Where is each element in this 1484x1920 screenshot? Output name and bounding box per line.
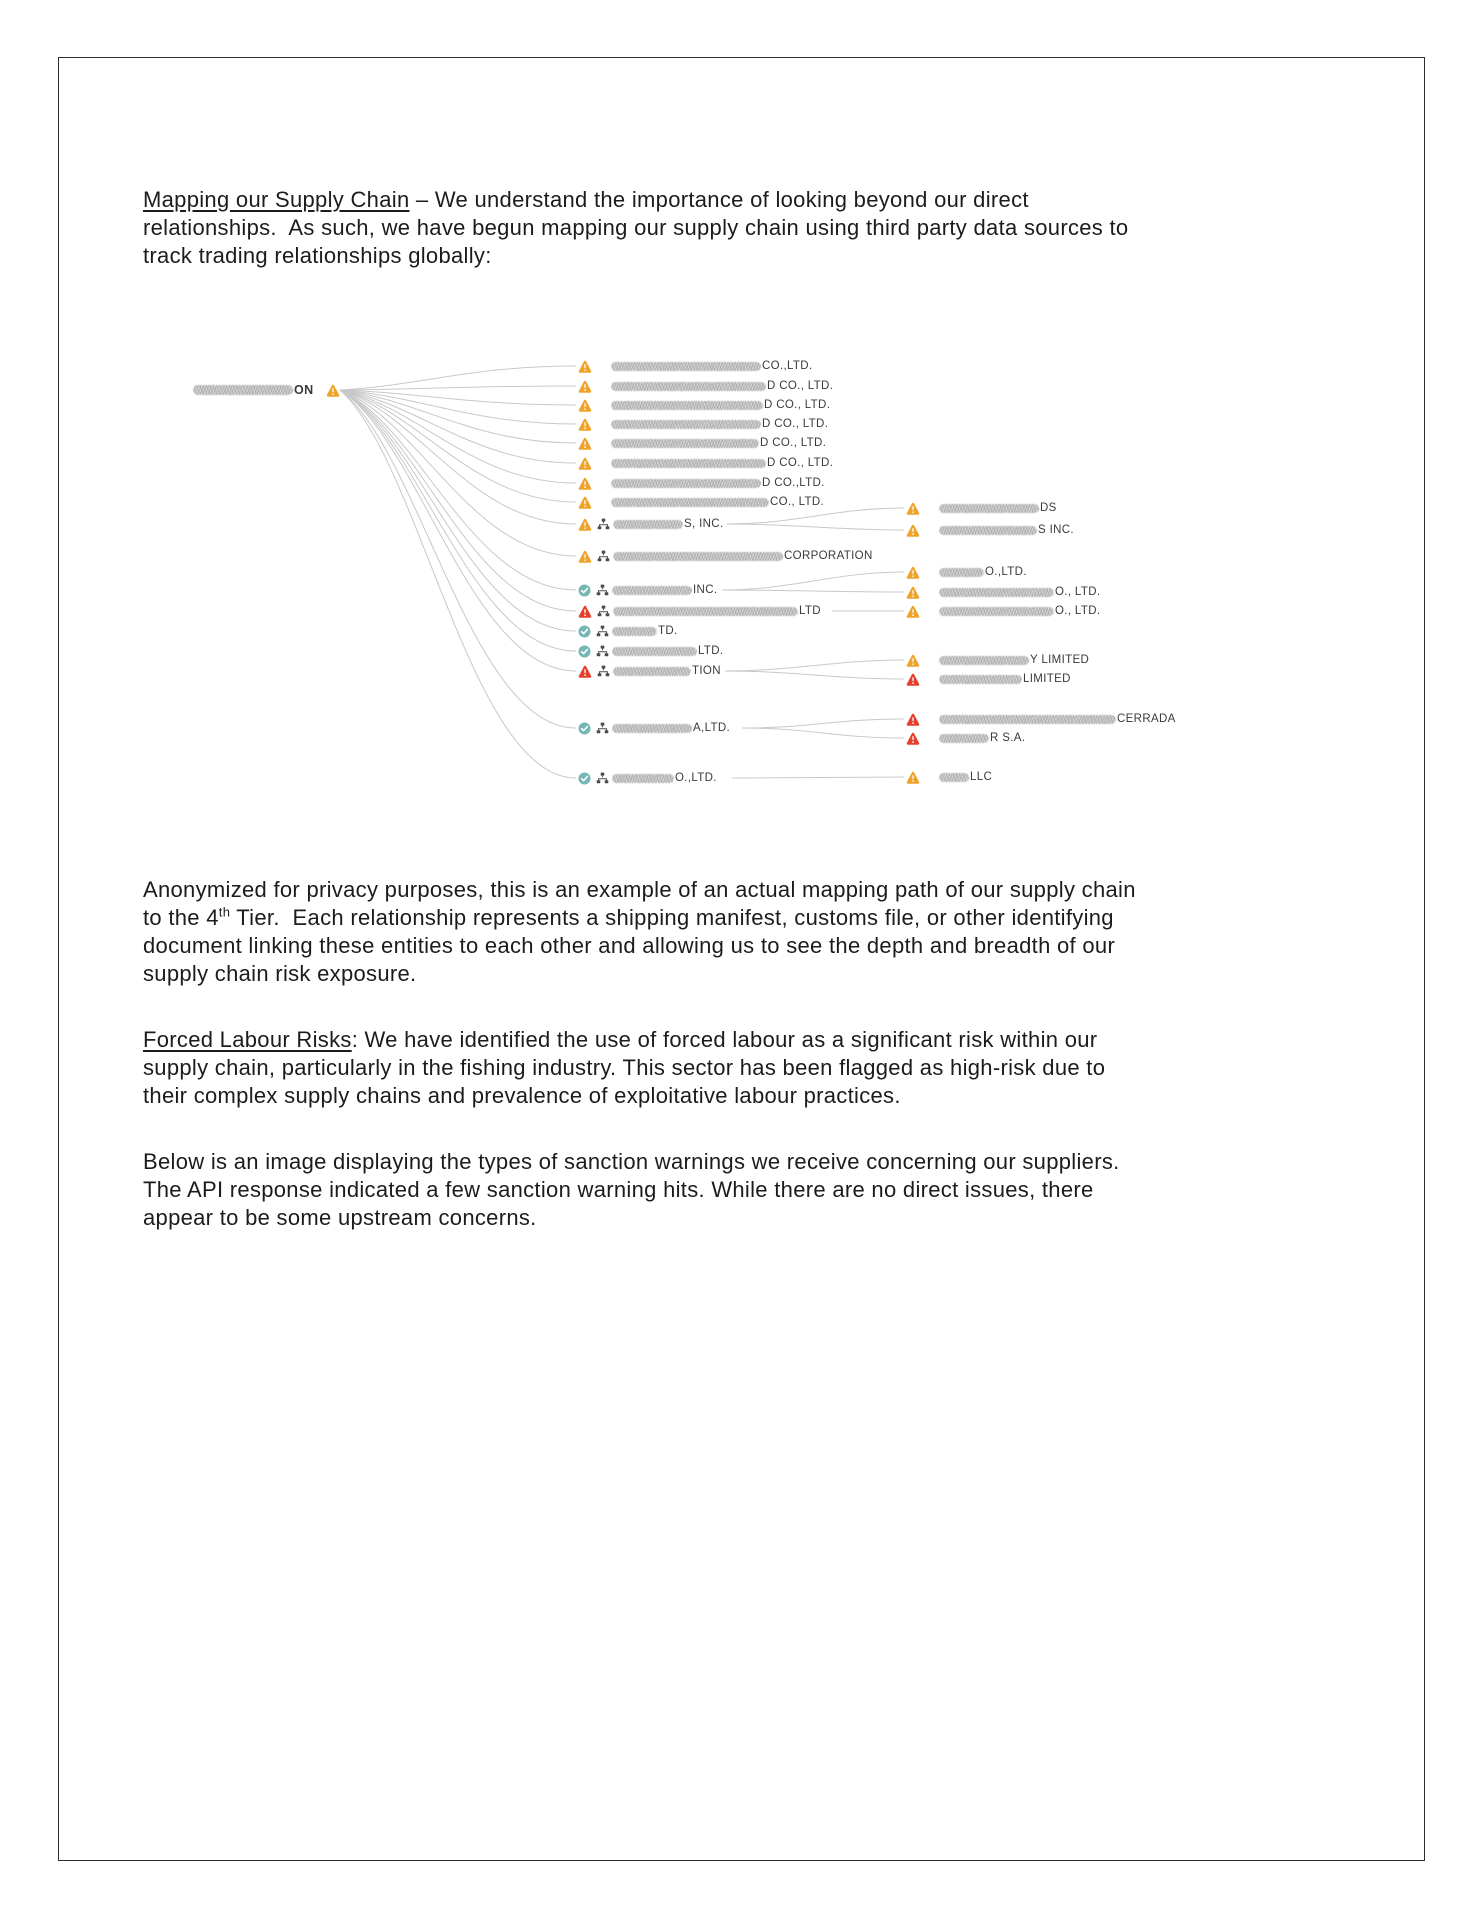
text-line: [143, 214, 1373, 242]
body-text: supply chain risk exposure.: [143, 961, 417, 986]
text-line: [143, 1054, 1373, 1082]
company-suffix: O., LTD.: [1055, 586, 1101, 598]
underlined-lead-text: Mapping our Supply Chain: [143, 187, 410, 212]
body-text: to the 4: [143, 905, 219, 930]
company-suffix: CERRADA: [1117, 713, 1176, 725]
company-suffix: S, INC.: [684, 518, 724, 530]
text-line: [143, 1082, 1373, 1110]
body-text: Below is an image displaying the types of sanction warnings we receive concerning our suppliers.: [143, 1149, 1120, 1174]
body-text: track trading relationships globally:: [143, 243, 492, 268]
company-suffix: INC.: [693, 584, 718, 596]
company-suffix: D CO., LTD.: [764, 399, 831, 411]
anonymized-paragraph: [143, 876, 1373, 988]
company-suffix: TION: [692, 665, 721, 677]
company-suffix: DS: [1040, 502, 1057, 514]
text-line: [143, 960, 1373, 988]
text-line: [143, 904, 1373, 932]
company-suffix: CO.,LTD.: [762, 360, 813, 372]
body-text: th: [218, 904, 231, 920]
text-line: [143, 1204, 1373, 1232]
company-suffix: D CO., LTD.: [767, 457, 834, 469]
company-suffix: D CO.,LTD.: [762, 477, 825, 489]
company-suffix: D CO., LTD.: [760, 437, 827, 449]
company-suffix: S INC.: [1038, 524, 1074, 536]
company-suffix: LTD.: [698, 645, 724, 657]
text-line: [143, 876, 1373, 904]
body-text: Tier. Each relationship represents a shipping manifest, customs file, or other identifying: [230, 905, 1114, 930]
body-text: supply chain, particularly in the fishing industry. This sector has been flagged as high-risk due to: [143, 1055, 1106, 1080]
text-line: [143, 186, 1373, 214]
forced-labour-paragraph: [143, 1026, 1373, 1110]
company-suffix: D CO., LTD.: [762, 418, 829, 430]
company-suffix: O., LTD.: [1055, 605, 1101, 617]
company-suffix: D CO., LTD.: [767, 380, 834, 392]
body-text: : We have identified the use of forced labour as a significant risk within our: [351, 1027, 1098, 1052]
body-text: relationships. As such, we have begun mapping our supply chain using third party data sources to: [143, 215, 1129, 240]
company-suffix: ON: [294, 383, 314, 397]
company-suffix: R S.A.: [990, 732, 1026, 744]
text-line: [143, 1026, 1373, 1054]
text-line: [143, 932, 1373, 960]
underlined-lead-text: Forced Labour Risks: [143, 1027, 352, 1052]
company-suffix: Y LIMITED: [1030, 654, 1090, 666]
text-line: [143, 1148, 1373, 1176]
intro-paragraph: [143, 186, 1373, 270]
company-suffix: CO., LTD.: [770, 496, 825, 508]
company-suffix: O.,LTD.: [985, 566, 1027, 578]
body-text: The API response indicated a few sanction warning hits. While there are no direct issues, there: [143, 1177, 1094, 1202]
company-suffix: A,LTD.: [693, 722, 731, 734]
body-text: appear to be some upstream concerns.: [143, 1205, 537, 1230]
sanction-warnings-paragraph: [143, 1148, 1373, 1232]
company-suffix: TD.: [658, 625, 678, 637]
body-text: – We understand the importance of looking beyond our direct: [409, 187, 1029, 212]
company-suffix: CORPORATION: [784, 550, 873, 562]
company-suffix: LTD: [799, 605, 821, 617]
company-suffix: LIMITED: [1023, 673, 1071, 685]
body-text: their complex supply chains and prevalence of exploitative labour practices.: [143, 1083, 901, 1108]
text-line: [143, 1176, 1373, 1204]
company-suffix: O.,LTD.: [675, 772, 717, 784]
body-text: Anonymized for privacy purposes, this is an example of an actual mapping path of our supply chain: [143, 877, 1136, 902]
body-text: document linking these entities to each other and allowing us to see the depth and breadth of our: [143, 933, 1116, 958]
text-line: [143, 242, 1373, 270]
company-suffix: LLC: [970, 771, 993, 783]
